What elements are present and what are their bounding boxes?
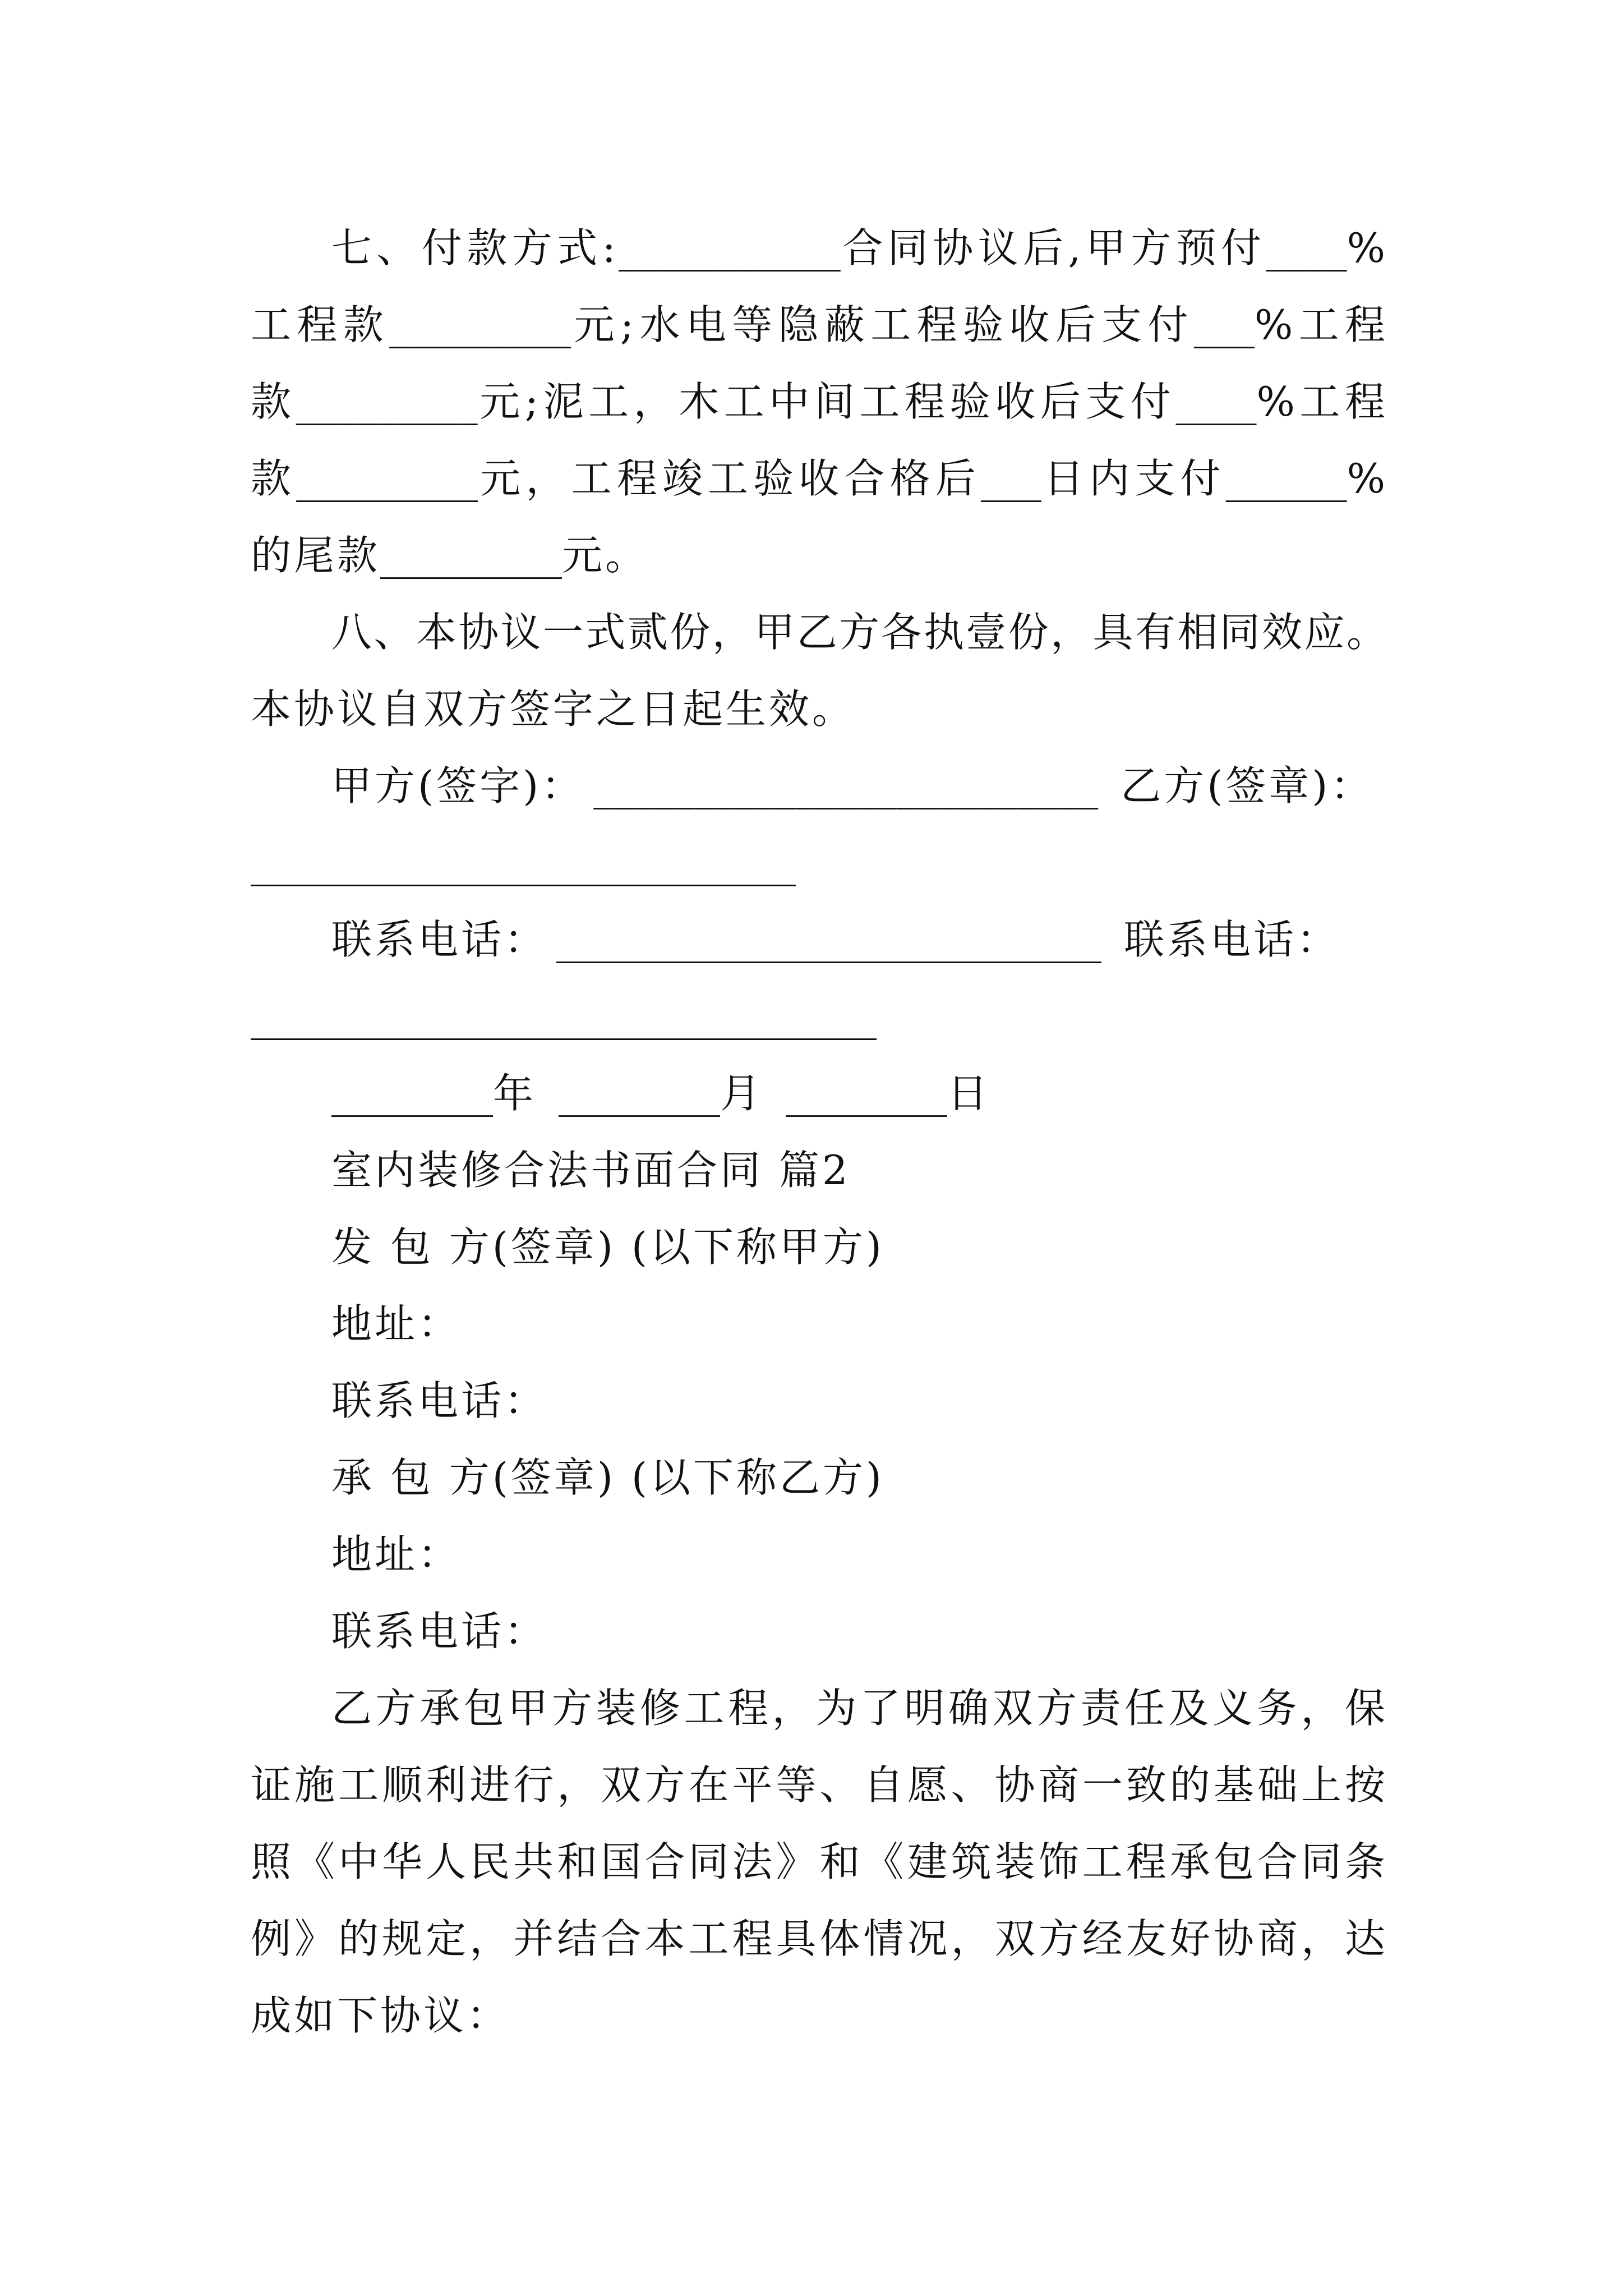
payment-clause-line	[251, 517, 1388, 594]
fill-in-blank: ______	[1225, 455, 1347, 502]
paragraph-text: 证施工顺利进行，双方在平等、自愿、协商一致的基础上按	[251, 1761, 1388, 1809]
paragraph-text: 照《中华人民共和国合同法》和《建筑装饰工程承包合同条	[251, 1838, 1388, 1885]
address-label: 地址：	[331, 1531, 462, 1578]
preamble-line	[251, 1901, 1388, 1977]
signature-line	[251, 748, 1388, 825]
fill-in-blank: ____	[1266, 224, 1347, 272]
preamble-line	[251, 1670, 1388, 1747]
paragraph-text: 成如下协议：	[251, 1992, 510, 2039]
clause-text: 日内支付	[1041, 455, 1226, 502]
fill-in-blank: ________	[331, 1070, 493, 1117]
day-label: 日	[947, 1070, 991, 1117]
contractor-line	[251, 1439, 1388, 1516]
contractor-label: 承 包 方(签章) (以下称乙方)	[331, 1454, 885, 1501]
employer-phone-line	[251, 1363, 1388, 1439]
address-label: 地址：	[331, 1300, 462, 1347]
preamble-line	[251, 1977, 1388, 2054]
copies-clause-line	[251, 594, 1388, 671]
year-label: 年	[493, 1070, 537, 1117]
fill-in-blank: _________________________	[593, 762, 1099, 809]
section-title	[251, 1132, 1388, 1209]
clause-text: 元;泥工，木工中间工程验收后支付	[477, 378, 1176, 425]
date-line	[251, 1055, 1388, 1132]
clause-text: 七、付款方式:	[331, 224, 619, 272]
party-a-phone-label: 联系电话：	[331, 916, 548, 963]
signature-blank-line	[251, 825, 1388, 901]
clause-text: %	[1347, 455, 1388, 502]
fill-in-blank: ________	[786, 1070, 948, 1117]
preamble-line	[251, 1824, 1388, 1901]
employer-address-line	[251, 1286, 1388, 1363]
party-b-phone-label: 联系电话：	[1124, 916, 1340, 963]
clause-text: 元，工程竣工验收合格后	[478, 455, 981, 502]
fill-in-blank: _________	[296, 378, 478, 425]
fill-in-blank: ___________________________	[251, 839, 796, 886]
fill-in-blank: _______________________________	[251, 993, 877, 1040]
clause-text: 款	[251, 455, 297, 502]
fill-in-blank: ___	[980, 455, 1041, 502]
clause-text: %工程	[1254, 301, 1388, 348]
clause-text: %工程	[1256, 378, 1388, 425]
party-b-signature-label: 乙方(签章)：	[1121, 762, 1374, 809]
clause-text: 的尾款	[251, 532, 381, 579]
clause-text: 元;水电等隐蔽工程验收后支付	[571, 301, 1194, 348]
payment-clause-line	[251, 440, 1388, 517]
contractor-address-line	[251, 1516, 1388, 1593]
preamble-line	[251, 1747, 1388, 1824]
phone-label: 联系电话：	[331, 1377, 548, 1424]
employer-line	[251, 1209, 1388, 1286]
fill-in-blank: ________	[559, 1070, 721, 1117]
payment-clause-line	[251, 210, 1388, 287]
month-label: 月	[720, 1070, 764, 1117]
clause-text: 元。	[562, 532, 649, 579]
fill-in-blank: _________	[389, 301, 571, 348]
clause-text: 工程款	[251, 301, 390, 348]
document-body	[251, 210, 1388, 2054]
payment-clause-line	[251, 287, 1388, 364]
clause-text: 本协议自双方签字之日起生效。	[251, 685, 856, 733]
paragraph-text: 乙方承包甲方装修工程，为了明确双方责任及义务，保	[331, 1685, 1388, 1732]
clause-text: 合同协议后,甲方预付	[840, 224, 1266, 272]
fill-in-blank: _________	[380, 532, 562, 579]
copies-clause-line	[251, 671, 1388, 748]
payment-clause-line	[251, 364, 1388, 440]
fill-in-blank: ___________	[618, 224, 841, 272]
phone-label: 联系电话：	[331, 1608, 548, 1655]
section-title-text: 室内装修合法书面合同 篇2	[331, 1147, 851, 1194]
fill-in-blank: ____	[1175, 378, 1257, 425]
contractor-phone-line	[251, 1593, 1388, 1670]
fill-in-blank: ___	[1193, 301, 1255, 348]
employer-label: 发 包 方(签章) (以下称甲方)	[331, 1223, 885, 1271]
clause-text: 八、本协议一式贰份，甲乙方各执壹份，具有相同效应。	[331, 609, 1388, 656]
party-a-signature-label: 甲方(签字)：	[331, 762, 585, 809]
paragraph-text: 例》的规定，并结合本工程具体情况，双方经友好协商，达	[251, 1915, 1388, 1962]
clause-text: %	[1347, 224, 1388, 272]
clause-text: 款	[251, 378, 296, 425]
phone-blank-line	[251, 978, 1388, 1055]
fill-in-blank: _________	[296, 455, 478, 502]
fill-in-blank: ___________________________	[556, 916, 1102, 963]
phone-line	[251, 901, 1388, 978]
